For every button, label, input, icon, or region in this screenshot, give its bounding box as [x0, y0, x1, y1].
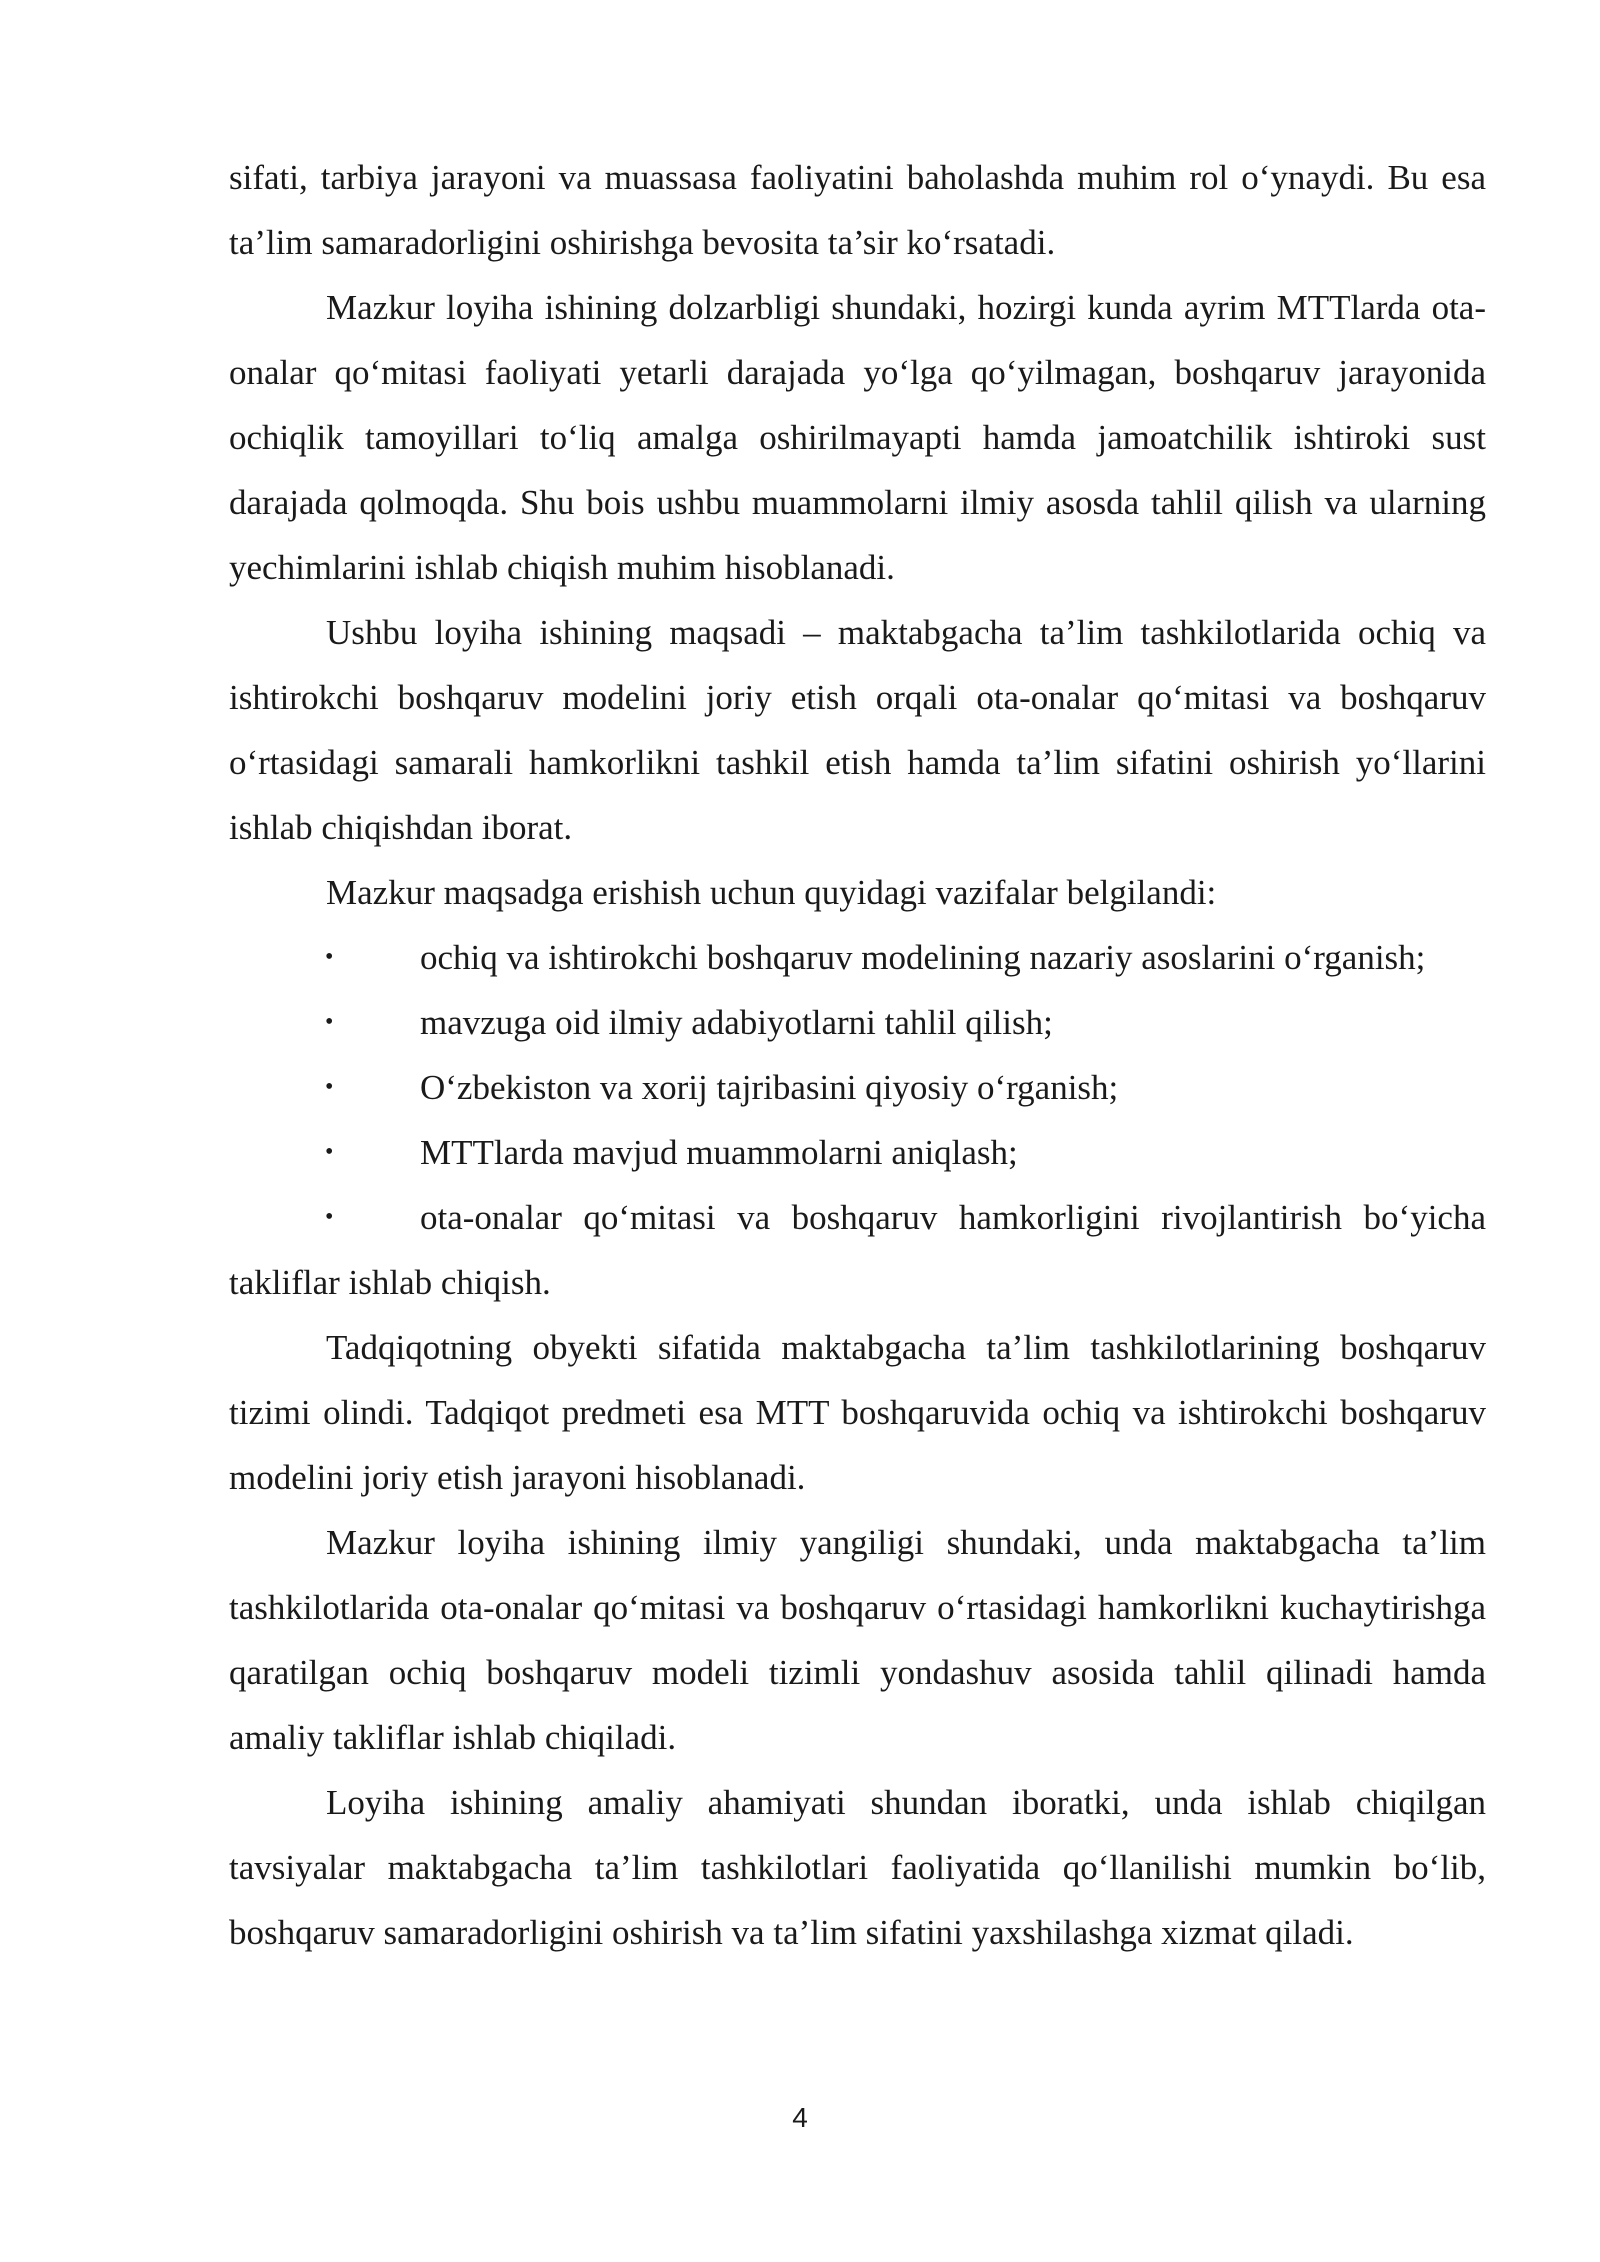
- document-body: [229, 145, 1486, 1965]
- paragraph-object-subject: Tadqiqotning obyekti sifatida maktabgacha ta’lim tashkilotlarining boshqaruv tizimi olindi. Tadqiqot predmeti esa MTT boshqaruvida ochiq va ishtirokchi boshqaruv modelini joriy etish jarayoni hisoblanadi.: [229, 1328, 1486, 1497]
- list-item: [229, 925, 1486, 990]
- list-item: [229, 1185, 1486, 1315]
- list-item-text: ota-onalar qo‘mitasi va boshqaruv hamkorligini rivojlantirish bo‘yicha takliflar ishlab chiqish.: [229, 1198, 1486, 1302]
- paragraph-tasks-intro: Mazkur maqsadga erishish uchun quyidagi vazifalar belgilandi:: [326, 873, 1217, 912]
- paragraph-continuation: sifati, tarbiya jarayoni va muassasa faoliyatini baholashda muhim rol o‘ynaydi. Bu esa ta’lim samaradorligini oshirishga bevosita ta’sir ko‘rsatadi.: [229, 158, 1486, 262]
- paragraph-relevance: Mazkur loyiha ishining dolzarbligi shundaki, hozirgi kunda ayrim MTTlarda ota-onalar qo‘mitasi faoliyati yetarli darajada yo‘lga qo‘yilmagan, boshqaruv jarayonida ochiqlik tamoyillari to‘liq amalga oshirilmayapti hamda jamoatchilik ishtiroki sust darajada qolmoqda. Shu bois ushbu muammolarni ilmiy asosda tahlil qilish va ularning yechimlarini ishlab chiqish muhim hisoblanadi.: [229, 288, 1486, 587]
- page-number: 4: [792, 2102, 808, 2133]
- bullet-icon: •: [325, 1139, 334, 1165]
- list-item-text: ochiq va ishtirokchi boshqaruv modelining nazariy asoslarini o‘rganish;: [420, 938, 1426, 977]
- bullet-icon: •: [325, 1074, 334, 1100]
- list-item: [229, 1120, 1486, 1185]
- list-item-text: MTTlarda mavjud muammolarni aniqlash;: [420, 1133, 1018, 1172]
- list-item: [229, 1055, 1486, 1120]
- bullet-icon: •: [325, 944, 334, 970]
- bullet-icon: •: [325, 1204, 334, 1230]
- list-item: [229, 990, 1486, 1055]
- task-list: [229, 925, 1486, 1315]
- paragraph-practical-value: Loyiha ishining amaliy ahamiyati shundan iboratki, unda ishlab chiqilgan tavsiyalar maktabgacha ta’lim tashkilotlari faoliyatida qo‘llanilishi mumkin bo‘lib, boshqaruv samaradorligini oshirish va ta’lim sifatini yaxshilashga xizmat qiladi.: [229, 1783, 1486, 1952]
- list-item-text: mavzuga oid ilmiy adabiyotlarni tahlil qilish;: [420, 1003, 1053, 1042]
- list-item-text: O‘zbekiston va xorij tajribasini qiyosiy o‘rganish;: [420, 1068, 1119, 1107]
- paragraph-goal: Ushbu loyiha ishining maqsadi – maktabgacha ta’lim tashkilotlarida ochiq va ishtirokchi boshqaruv modelini joriy etish orqali ota-onalar qo‘mitasi va boshqaruv o‘rtasidagi samarali hamkorlikni tashkil etish hamda ta’lim sifatini oshirish yo‘llarini ishlab chiqishdan iborat.: [229, 613, 1486, 847]
- bullet-icon: •: [325, 1009, 334, 1035]
- paragraph-novelty: Mazkur loyiha ishining ilmiy yangiligi shundaki, unda maktabgacha ta’lim tashkilotlarida ota-onalar qo‘mitasi va boshqaruv o‘rtasidagi hamkorlikni kuchaytirishga qaratilgan ochiq boshqaruv modeli tizimli yondashuv asosida tahlil qilinadi hamda amaliy takliflar ishlab chiqiladi.: [229, 1523, 1486, 1757]
